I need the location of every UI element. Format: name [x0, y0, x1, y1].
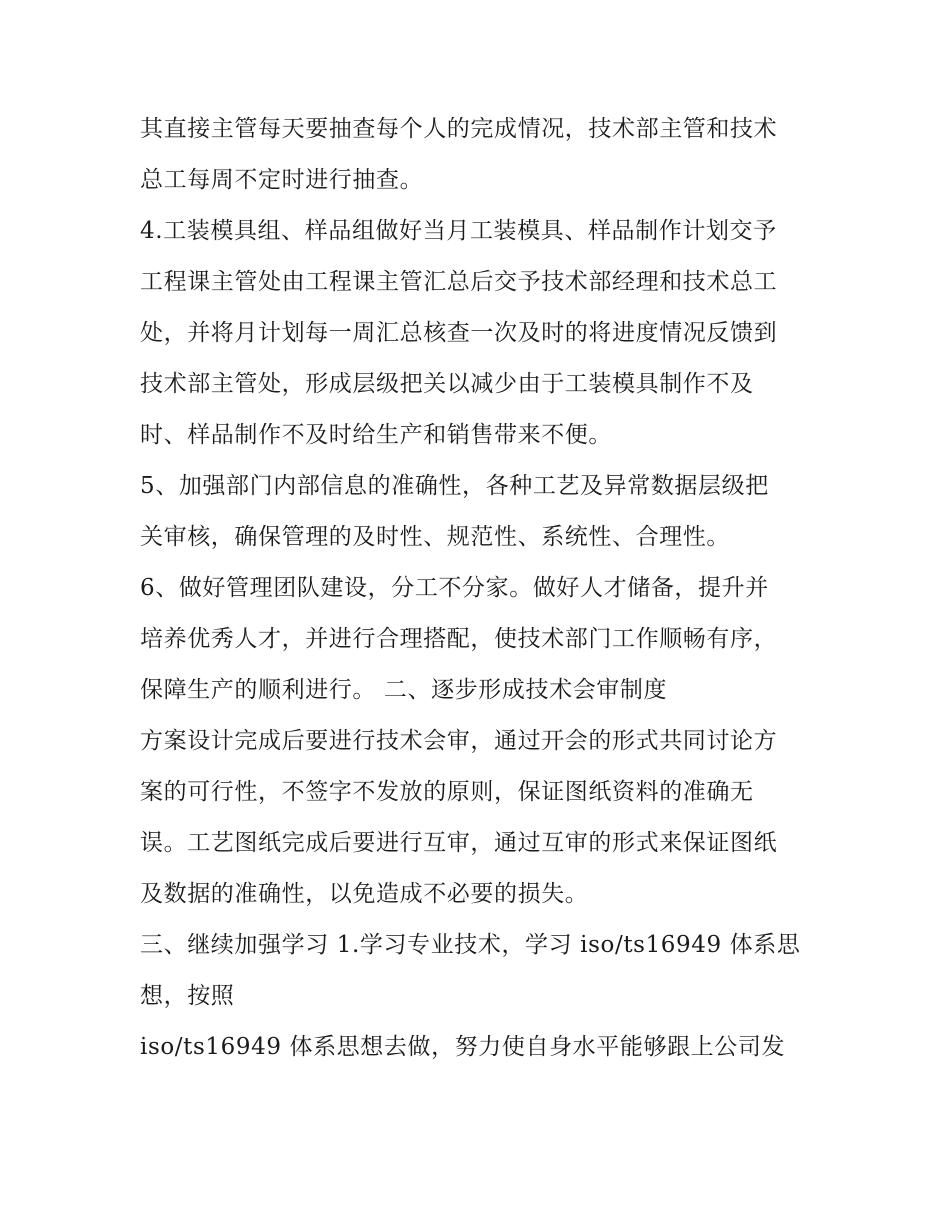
text-line: 处，并将月计划每一周汇总核查一次及时的将进度情况反馈到: [140, 320, 778, 346]
text-line: 总工每周不定时进行抽查。: [140, 167, 424, 193]
text-line: 培养优秀人才，并进行合理搭配，使技术部门工作顺畅有序，: [140, 626, 778, 652]
text-line: 技术部主管处，形成层级把关以减少由于工装模具制作不及: [140, 371, 754, 397]
text-line: 其直接主管每天要抽查每个人的完成情况，技术部主管和技术: [140, 116, 778, 142]
text-line: 误。工艺图纸完成后要进行互审，通过互审的形式来保证图纸: [140, 830, 778, 856]
text-line: 时、样品制作不及时给生产和销售带来不便。: [140, 422, 612, 448]
text-line: iso/ts16949 体系思想去做，努力使自身水平能够跟上公司发: [140, 1034, 786, 1060]
text-line: 关审核，确保管理的及时性、规范性、系统性、合理性。: [140, 524, 730, 550]
text-line: 想，按照: [140, 983, 235, 1009]
text-line: 5、加强部门内部信息的准确性，各种工艺及异常数据层级把: [140, 473, 769, 499]
text-line: 4.工装模具组、样品组做好当月工装模具、样品制作计划交予: [140, 218, 777, 244]
text-line: 案的可行性，不签字不发放的原则，保证图纸资料的准确无: [140, 779, 754, 805]
text-line: 6、做好管理团队建设，分工不分家。做好人才储备，提升并: [140, 575, 769, 601]
document-body: [140, 108, 840, 1077]
text-line: 方案设计完成后要进行技术会审，通过开会的形式共同讨论方: [140, 728, 778, 754]
text-line: 及数据的准确性，以免造成不必要的损失。: [140, 881, 589, 907]
text-line: 工程课主管处由工程课主管汇总后交予技术部经理和技术总工: [140, 269, 778, 295]
text-line: 保障生产的顺利进行。 二、逐步形成技术会审制度: [140, 677, 668, 703]
text-line: 三、继续加强学习 1.学习专业技术，学习 iso/ts16949 体系思: [140, 932, 801, 958]
